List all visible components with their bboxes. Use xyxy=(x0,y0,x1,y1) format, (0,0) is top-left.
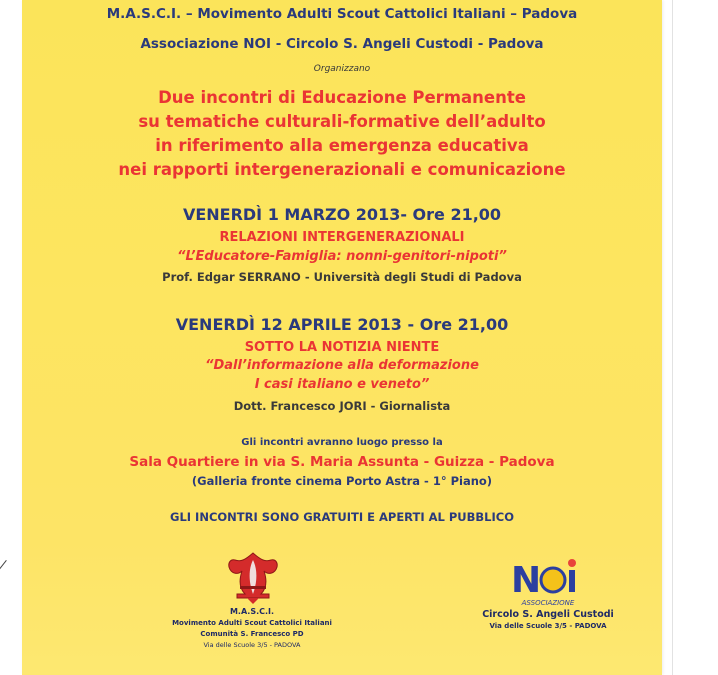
organizers-note: Organizzano xyxy=(313,64,371,74)
noi-logo-line-2: Via delle Scuole 3/5 - PADOVA xyxy=(489,622,607,630)
event-1-title: RELAZIONI INTERGENERAZIONALI xyxy=(219,230,465,245)
headline-line-3: in riferimento alla emergenza educativa xyxy=(155,136,529,155)
masci-logo-line-3: Via delle Scuole 3/5 - PADOVA xyxy=(203,641,301,649)
event-1-speaker: Prof. Edgar SERRANO - Università degli Studi di Padova xyxy=(162,270,522,284)
noi-logo-line-1: Circolo S. Angeli Custodi xyxy=(482,609,614,620)
event-2-speaker: Dott. Francesco JORI - Giornalista xyxy=(233,399,451,413)
headline-line-1: Due incontri di Educazione Permanente xyxy=(158,88,526,107)
venue-detail: (Galleria fronte cinema Porto Astra - 1° Piano) xyxy=(191,474,493,488)
organizer-masci: M.A.S.C.I. – Movimento Adulti Scout Cattolici Italiani – Padova xyxy=(106,6,578,22)
event-2-subtitle-1: “Dall’informazione alla deformazione xyxy=(205,358,479,373)
masci-logo-line-2: Comunità S. Francesco PD xyxy=(200,630,304,638)
headline-line-2: su tematiche culturali-formative dell’adulto xyxy=(138,112,546,131)
event-2-title: SOTTO LA NOTIZIA NIENTE xyxy=(244,340,440,355)
event-1-subtitle: “L’Educatore-Famiglia: nonni-genitori-nipoti” xyxy=(177,249,507,264)
event-1-date: VENERDÌ 1 MARZO 2013- Ore 21,00 xyxy=(182,205,502,224)
corner-pen-mark xyxy=(0,560,7,587)
noi-association-logo xyxy=(509,556,587,598)
venue-intro: Gli incontri avranno luogo presso la xyxy=(241,437,443,448)
svg-text:N: N xyxy=(511,560,542,598)
event-2-date: VENERDÌ 12 APRILE 2013 - Ore 21,00 xyxy=(175,315,509,334)
free-entry-notice: GLI INCONTRI SONO GRATUITI E APERTI AL PUBBLICO xyxy=(170,510,514,524)
event-flyer xyxy=(22,0,662,675)
masci-fleur-de-lis-logo xyxy=(225,550,281,606)
venue-place: Sala Quartiere in via S. Maria Assunta - Guizza - Padova xyxy=(129,454,555,470)
event-2-subtitle-2: I casi italiano e veneto” xyxy=(254,377,430,392)
noi-logo-assoc: ASSOCIAZIONE xyxy=(521,599,575,607)
page-edge-line xyxy=(672,0,673,675)
headline-line-4: nei rapporti intergenerazionali e comunicazione xyxy=(118,160,566,179)
organizer-noi: Associazione NOI - Circolo S. Angeli Custodi - Padova xyxy=(140,36,544,52)
masci-logo-line-1: Movimento Adulti Scout Cattolici Italiani xyxy=(172,619,332,627)
masci-logo-name: M.A.S.C.I. xyxy=(229,607,275,616)
